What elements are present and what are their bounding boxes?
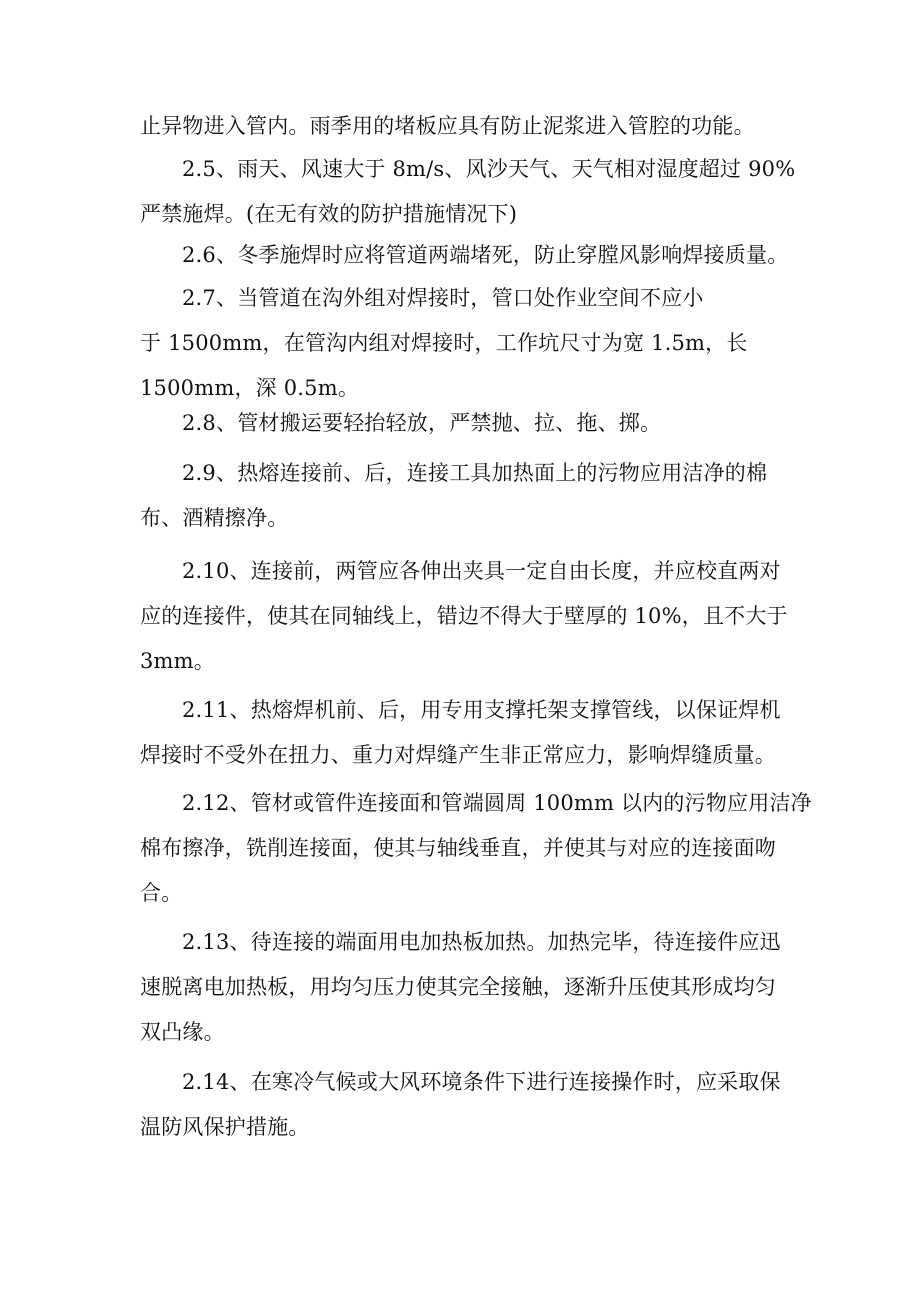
- text-line: 于 1500mm，在管沟内组对焊接时，工作坑尺寸为宽 1.5m，长: [140, 331, 748, 355]
- paragraph-2-9: [140, 451, 785, 541]
- text-line: 2.11、热熔焊机前、后，用专用支撑托架支撑管线，以保证焊机: [182, 698, 781, 722]
- paragraph-2-5: [140, 147, 796, 237]
- text-line: 2.14、在寒冷气候或大风环境条件下进行连接操作时，应采取保: [182, 1070, 781, 1094]
- paragraph-2-6: [140, 233, 789, 278]
- text-line: 合。: [140, 881, 183, 905]
- paragraph-2-11: [140, 688, 785, 778]
- text-line: 2.5、雨天、风速大于 8m/s、风沙天气、天气相对湿度超过 90%: [182, 157, 796, 181]
- paragraph-2-13: [140, 920, 785, 1055]
- text-line: 速脱离电加热板，用均匀压力使其完全接触，逐渐升压使其形成均匀: [140, 975, 776, 999]
- text-line: 2.13、待连接的端面用电加热板加热。加热完毕，待连接件应迅: [182, 930, 781, 954]
- text-line: 2.8、管材搬运要轻抬轻放，严禁抛、拉、拖、掷。: [182, 411, 662, 435]
- text-line: 双凸缘。: [140, 1020, 225, 1044]
- text-line: 应的连接件，使其在同轴线上，错边不得大于壁厚的 10%，且不大于: [140, 604, 788, 628]
- text-line: 温防风保护措施。: [140, 1115, 310, 1139]
- text-line: 棉布擦净，铣削连接面，使其与轴线垂直，并使其与对应的连接面吻: [140, 836, 776, 860]
- paragraph-2-7: [140, 276, 785, 411]
- paragraph-2-10: [140, 549, 788, 684]
- text-line: 2.9、热熔连接前、后，连接工具加热面上的污物应用洁净的棉: [182, 461, 768, 485]
- text-line: 2.7、当管道在沟外组对焊接时，管口处作业空间不应小: [182, 286, 704, 310]
- text-line: 1500mm，深 0.5m。: [140, 376, 360, 400]
- paragraph-continuation: [140, 104, 785, 149]
- text-line: 止异物进入管内。雨季用的堵板应具有防止泥浆进入管腔的功能。: [140, 114, 755, 138]
- text-line: 2.6、冬季施焊时应将管道两端堵死，防止穿膛风影响焊接质量。: [182, 243, 789, 267]
- text-line: 2.10、连接前，两管应各伸出夹具一定自由长度，并应校直两对: [182, 559, 781, 583]
- text-line: 2.12、管材或管件连接面和管端圆周 100mm 以内的污物应用洁净: [182, 791, 812, 815]
- text-line: 严禁施焊。(在无有效的防护措施情况下): [140, 202, 518, 226]
- text-line: 3mm。: [140, 649, 215, 673]
- text-line: 焊接时不受外在扭力、重力对焊缝产生非正常应力，影响焊缝质量。: [140, 743, 776, 767]
- paragraph-2-14: [140, 1060, 785, 1150]
- text-line: 布、酒精擦净。: [140, 506, 289, 530]
- paragraph-2-8: [140, 401, 785, 446]
- paragraph-2-12: [140, 781, 812, 916]
